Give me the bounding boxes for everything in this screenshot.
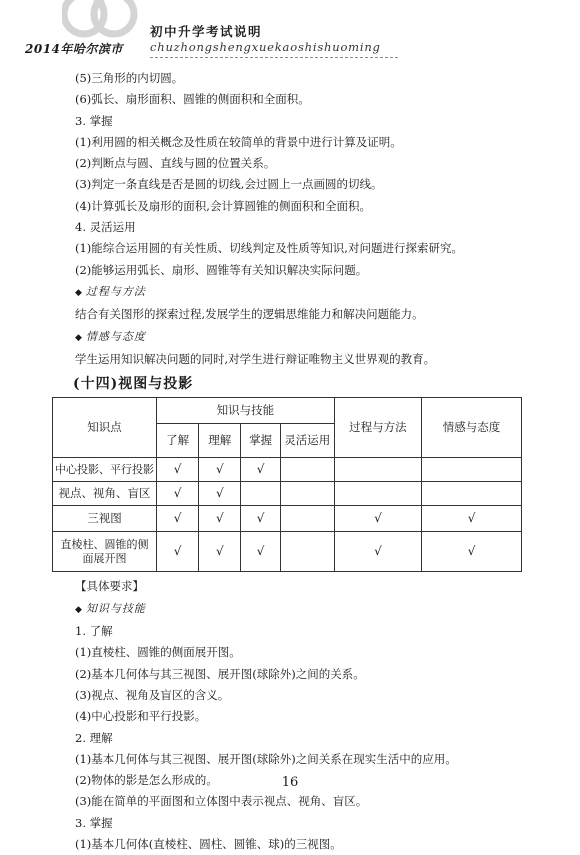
process-text: 结合有关图形的探索过程,发展学生的逻辑思维能力和解决问题能力。 bbox=[75, 307, 424, 322]
table-subheader: 灵活运用 bbox=[280, 424, 334, 458]
list-item: (1)基本几何体与其三视图、展开图(球除外)之间关系在现实生活中的应用。 bbox=[75, 751, 457, 766]
check-mark-icon: √ bbox=[422, 532, 522, 572]
table-header-attitude: 情感与态度 bbox=[422, 398, 522, 458]
subsection-heading: 3. 掌握 bbox=[75, 815, 113, 830]
requirements-table bbox=[52, 397, 522, 572]
table-row-label: 中心投影、平行投影 bbox=[53, 458, 157, 482]
check-mark-icon: √ bbox=[334, 532, 421, 572]
check-mark-icon: √ bbox=[157, 506, 199, 532]
diamond-bullet-icon: ◆ bbox=[75, 287, 83, 298]
table-cell-empty bbox=[280, 506, 334, 532]
table-subheader: 理解 bbox=[199, 424, 241, 458]
list-item: (3)能在简单的平面图和立体图中表示视点、视角、盲区。 bbox=[75, 794, 368, 809]
table-cell-empty bbox=[280, 532, 334, 572]
knowledge-heading: ◆ 知识与技能 bbox=[75, 601, 146, 615]
table-header-knowledge-skills: 知识与技能 bbox=[157, 398, 335, 424]
list-item: (1)基本几何体(直棱柱、圆柱、圆锥、球)的三视图。 bbox=[75, 837, 342, 852]
list-item: (4)中心投影和平行投影。 bbox=[75, 709, 207, 724]
subsection-heading: 3. 掌握 bbox=[75, 113, 113, 128]
specific-requirements-title: 【具体要求】 bbox=[75, 579, 144, 594]
table-cell-empty bbox=[334, 482, 421, 506]
list-item: (2)能够运用弧长、扇形、圆锥等有关知识解决实际问题。 bbox=[75, 262, 368, 277]
check-mark-icon: √ bbox=[241, 532, 280, 572]
check-mark-icon: √ bbox=[241, 458, 280, 482]
list-item: (2)基本几何体与其三视图、展开图(球除外)之间的关系。 bbox=[75, 666, 365, 681]
subsection-heading: 4. 灵活运用 bbox=[75, 220, 136, 235]
table-header-process: 过程与方法 bbox=[334, 398, 421, 458]
list-item: (1)利用圆的相关概念及性质在较简单的背景中进行计算及证明。 bbox=[75, 134, 402, 149]
table-header-knowledge-point: 知识点 bbox=[53, 398, 157, 458]
header-pinyin: chuzhongshengxuekaoshishuoming bbox=[150, 40, 381, 54]
check-mark-icon: √ bbox=[199, 458, 241, 482]
header-year-city: 2014年哈尔滨市 bbox=[25, 42, 123, 56]
attitude-text: 学生运用知识解决问题的同时,对学生进行辩证唯物主义世界观的教育。 bbox=[75, 351, 436, 366]
list-item: (1)能综合运用圆的有关性质、切线判定及性质等知识,对问题进行探索研究。 bbox=[75, 241, 463, 256]
process-heading: ◆ 过程与方法 bbox=[75, 284, 146, 298]
page-header bbox=[0, 0, 580, 62]
table-row-label: 直棱柱、圆锥的侧 面展开图 bbox=[53, 532, 157, 572]
table-cell-empty bbox=[334, 458, 421, 482]
diamond-bullet-icon: ◆ bbox=[75, 332, 83, 343]
table-cell-empty bbox=[241, 482, 280, 506]
check-mark-icon: √ bbox=[422, 506, 522, 532]
table-subheader: 了解 bbox=[157, 424, 199, 458]
section-title: (十四)视图与投影 bbox=[73, 376, 194, 393]
table-cell-empty bbox=[422, 458, 522, 482]
list-item: (6)弧长、扇形面积、圆锥的侧面积和全面积。 bbox=[75, 92, 310, 107]
check-mark-icon: √ bbox=[157, 482, 199, 506]
table-cell-empty bbox=[280, 458, 334, 482]
header-divider bbox=[150, 57, 398, 58]
table-subheader: 掌握 bbox=[241, 424, 280, 458]
table-row-label: 视点、视角、盲区 bbox=[53, 482, 157, 506]
table-row-label: 三视图 bbox=[53, 506, 157, 532]
diamond-bullet-icon: ◆ bbox=[75, 604, 83, 615]
check-mark-icon: √ bbox=[241, 506, 280, 532]
check-mark-icon: √ bbox=[199, 532, 241, 572]
list-item: (3)视点、视角及盲区的含义。 bbox=[75, 687, 230, 702]
table-cell-empty bbox=[280, 482, 334, 506]
page-number: 16 bbox=[281, 775, 299, 790]
table-row bbox=[53, 482, 522, 506]
check-mark-icon: √ bbox=[199, 482, 241, 506]
table-row bbox=[53, 506, 522, 532]
list-item: (3)判定一条直线是否是圆的切线,会过圆上一点画圆的切线。 bbox=[75, 177, 383, 192]
page-content bbox=[55, 68, 535, 855]
table-row bbox=[53, 458, 522, 482]
check-mark-icon: √ bbox=[334, 506, 421, 532]
list-item: (4)计算弧长及扇形的面积,会计算圆锥的侧面积和全面积。 bbox=[75, 198, 371, 213]
list-item: (2)物体的影是怎么形成的。 bbox=[75, 773, 218, 788]
list-item: (5)三角形的内切圆。 bbox=[75, 71, 184, 85]
header-title: 初中升学考试说明 bbox=[150, 24, 263, 39]
check-mark-icon: √ bbox=[157, 532, 199, 572]
check-mark-icon: √ bbox=[199, 506, 241, 532]
list-item: (1)直棱柱、圆锥的侧面展开图。 bbox=[75, 645, 241, 660]
table-row bbox=[53, 532, 522, 572]
table-cell-empty bbox=[422, 482, 522, 506]
list-item: (2)判断点与圆、直线与圆的位置关系。 bbox=[75, 156, 276, 171]
subsection-heading: 1. 了解 bbox=[75, 624, 113, 639]
attitude-heading: ◆ 情感与态度 bbox=[75, 329, 146, 343]
check-mark-icon: √ bbox=[157, 458, 199, 482]
subsection-heading: 2. 理解 bbox=[75, 730, 113, 745]
